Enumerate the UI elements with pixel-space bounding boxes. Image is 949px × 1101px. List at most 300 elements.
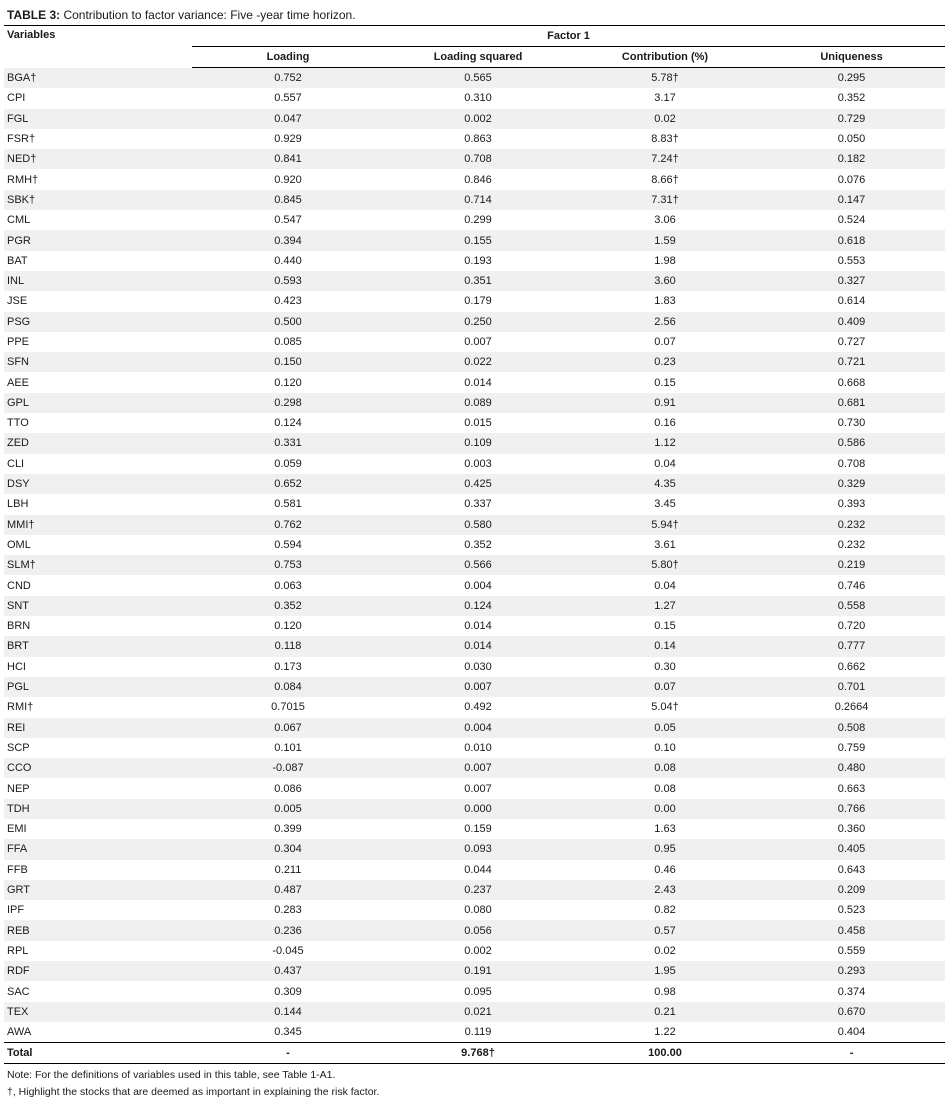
table-row (4, 109, 945, 129)
cell-contribution: 3.17 (572, 88, 758, 108)
table-row (4, 555, 945, 575)
cell-contribution: 3.06 (572, 210, 758, 230)
cell-variable: CML (4, 210, 192, 230)
cell-contribution: 0.16 (572, 413, 758, 433)
cell-contribution: 0.07 (572, 332, 758, 352)
cell-loading-squared: 0.014 (384, 372, 572, 392)
cell-contribution: 5.04† (572, 697, 758, 717)
cell-uniqueness: 0.720 (758, 616, 945, 636)
cell-loading: 0.581 (192, 494, 384, 514)
cell-loading: 0.236 (192, 920, 384, 940)
cell-uniqueness: 0.360 (758, 819, 945, 839)
cell-uniqueness: 0.352 (758, 88, 945, 108)
cell-contribution: 0.07 (572, 677, 758, 697)
cell-variable: TDH (4, 799, 192, 819)
cell-variable: CLI (4, 454, 192, 474)
cell-variable: TEX (4, 1002, 192, 1022)
cell-loading: 0.005 (192, 799, 384, 819)
cell-variable: CND (4, 575, 192, 595)
cell-contribution: 1.63 (572, 819, 758, 839)
cell-loading: 0.487 (192, 880, 384, 900)
cell-variable: FFB (4, 860, 192, 880)
cell-loading: 0.120 (192, 616, 384, 636)
cell-loading-squared: 0.237 (384, 880, 572, 900)
cell-loading: 0.086 (192, 778, 384, 798)
cell-loading-squared: 0.007 (384, 778, 572, 798)
cell-loading-squared: 0.425 (384, 474, 572, 494)
cell-loading-squared: 0.014 (384, 616, 572, 636)
cell-uniqueness: 0.219 (758, 555, 945, 575)
cell-loading-squared: 0.044 (384, 860, 572, 880)
cell-loading: 0.304 (192, 839, 384, 859)
table-row (4, 372, 945, 392)
cell-uniqueness: 0.746 (758, 575, 945, 595)
cell-loading-squared: 0.109 (384, 433, 572, 453)
table-row (4, 68, 945, 89)
cell-variable: SAC (4, 981, 192, 1001)
cell-loading-squared: 0.159 (384, 819, 572, 839)
cell-loading: 0.929 (192, 129, 384, 149)
cell-variable: NEP (4, 778, 192, 798)
cell-contribution: 0.05 (572, 718, 758, 738)
cell-contribution: 0.98 (572, 981, 758, 1001)
cell-loading-squared: 0.000 (384, 799, 572, 819)
cell-contribution: 1.27 (572, 596, 758, 616)
cell-contribution: 1.59 (572, 230, 758, 250)
cell-variable: BAT (4, 251, 192, 271)
cell-variable: LBH (4, 494, 192, 514)
cell-variable: PGL (4, 677, 192, 697)
cell-loading-squared: 0.863 (384, 129, 572, 149)
cell-loading: 0.437 (192, 961, 384, 981)
table-row (4, 454, 945, 474)
cell-uniqueness: 0.405 (758, 839, 945, 859)
cell-loading: 0.084 (192, 677, 384, 697)
table-row (4, 332, 945, 352)
cell-contribution: 0.15 (572, 372, 758, 392)
cell-contribution: 0.91 (572, 393, 758, 413)
table-row (4, 900, 945, 920)
cell-variable: CPI (4, 88, 192, 108)
cell-loading: 0.423 (192, 291, 384, 311)
cell-loading-squared: 0.004 (384, 718, 572, 738)
cell-uniqueness: 0.209 (758, 880, 945, 900)
table-row (4, 616, 945, 636)
table-row (4, 129, 945, 149)
header-row-group (4, 26, 945, 47)
cell-loading: 0.120 (192, 372, 384, 392)
table-note-definitions: Note: For the definitions of variables used in this table, see Table 1-A1. (7, 1069, 336, 1082)
cell-loading: 0.7015 (192, 697, 384, 717)
cell-loading-squared: 0.714 (384, 190, 572, 210)
cell-loading: 0.067 (192, 718, 384, 738)
cell-loading: 0.150 (192, 352, 384, 372)
table-caption-label: TABLE 3: (7, 8, 61, 22)
cell-uniqueness: 0.458 (758, 920, 945, 940)
table-row (4, 1002, 945, 1022)
table-row (4, 393, 945, 413)
header-loading-squared: Loading squared (384, 47, 572, 68)
table-row (4, 413, 945, 433)
cell-contribution: 7.24† (572, 149, 758, 169)
cell-uniqueness: 0.559 (758, 941, 945, 961)
cell-contribution: 1.12 (572, 433, 758, 453)
cell-contribution: 5.94† (572, 515, 758, 535)
table-body (4, 68, 945, 1064)
header-contribution: Contribution (%) (572, 47, 758, 68)
cell-contribution: 0.21 (572, 1002, 758, 1022)
cell-loading: 0.845 (192, 190, 384, 210)
cell-loading-squared: 0.080 (384, 900, 572, 920)
table-row (4, 535, 945, 555)
cell-loading: 0.557 (192, 88, 384, 108)
total-cell-contribution: 100.00 (572, 1043, 758, 1064)
cell-uniqueness: 0.730 (758, 413, 945, 433)
cell-loading: 0.085 (192, 332, 384, 352)
cell-loading-squared: 0.022 (384, 352, 572, 372)
cell-variable: AEE (4, 372, 192, 392)
cell-loading: 0.309 (192, 981, 384, 1001)
cell-variable: ZED (4, 433, 192, 453)
cell-uniqueness: 0.232 (758, 515, 945, 535)
cell-loading: 0.059 (192, 454, 384, 474)
cell-loading: 0.345 (192, 1022, 384, 1043)
header-uniqueness: Uniqueness (758, 47, 945, 68)
cell-contribution: 0.04 (572, 575, 758, 595)
cell-contribution: 3.60 (572, 271, 758, 291)
cell-contribution: 3.45 (572, 494, 758, 514)
cell-loading-squared: 0.007 (384, 758, 572, 778)
cell-loading-squared: 0.004 (384, 575, 572, 595)
cell-variable: NED† (4, 149, 192, 169)
cell-variable: RDF (4, 961, 192, 981)
cell-loading: 0.762 (192, 515, 384, 535)
cell-contribution: 2.56 (572, 312, 758, 332)
cell-loading-squared: 0.002 (384, 941, 572, 961)
cell-loading-squared: 0.010 (384, 738, 572, 758)
cell-loading-squared: 0.846 (384, 169, 572, 189)
cell-variable: SBK† (4, 190, 192, 210)
cell-uniqueness: 0.050 (758, 129, 945, 149)
total-cell-loading: - (192, 1043, 384, 1064)
cell-uniqueness: 0.508 (758, 718, 945, 738)
cell-loading-squared: 0.002 (384, 109, 572, 129)
cell-variable: FGL (4, 109, 192, 129)
cell-loading-squared: 0.056 (384, 920, 572, 940)
table-row (4, 169, 945, 189)
table-row (4, 230, 945, 250)
table-row (4, 920, 945, 940)
cell-loading: 0.440 (192, 251, 384, 271)
table-total-row (4, 1043, 945, 1064)
cell-loading: 0.124 (192, 413, 384, 433)
cell-variable: BRN (4, 616, 192, 636)
cell-loading-squared: 0.310 (384, 88, 572, 108)
table-row (4, 941, 945, 961)
cell-contribution: 8.66† (572, 169, 758, 189)
cell-variable: GRT (4, 880, 192, 900)
table-row (4, 778, 945, 798)
cell-loading: 0.144 (192, 1002, 384, 1022)
table-row (4, 718, 945, 738)
cell-loading: -0.045 (192, 941, 384, 961)
cell-contribution: 8.83† (572, 129, 758, 149)
cell-loading-squared: 0.492 (384, 697, 572, 717)
table-row (4, 312, 945, 332)
table-row (4, 575, 945, 595)
cell-uniqueness: 0.374 (758, 981, 945, 1001)
cell-loading: 0.594 (192, 535, 384, 555)
cell-uniqueness: 0.480 (758, 758, 945, 778)
cell-contribution: 0.02 (572, 109, 758, 129)
cell-variable: PGR (4, 230, 192, 250)
cell-variable: RPL (4, 941, 192, 961)
cell-uniqueness: 0.766 (758, 799, 945, 819)
cell-uniqueness: 0.614 (758, 291, 945, 311)
table-row (4, 352, 945, 372)
cell-variable: GPL (4, 393, 192, 413)
cell-contribution: 7.31† (572, 190, 758, 210)
table-row (4, 677, 945, 697)
cell-uniqueness: 0.668 (758, 372, 945, 392)
cell-variable: SLM† (4, 555, 192, 575)
cell-contribution: 0.95 (572, 839, 758, 859)
cell-uniqueness: 0.643 (758, 860, 945, 880)
cell-loading: 0.547 (192, 210, 384, 230)
cell-uniqueness: 0.147 (758, 190, 945, 210)
cell-uniqueness: 0.2664 (758, 697, 945, 717)
table-row (4, 819, 945, 839)
cell-contribution: 1.83 (572, 291, 758, 311)
cell-uniqueness: 0.523 (758, 900, 945, 920)
cell-loading-squared: 0.193 (384, 251, 572, 271)
cell-contribution: 0.10 (572, 738, 758, 758)
cell-loading-squared: 0.093 (384, 839, 572, 859)
cell-uniqueness: 0.759 (758, 738, 945, 758)
cell-variable: BGA† (4, 68, 192, 89)
table-row (4, 494, 945, 514)
cell-uniqueness: 0.404 (758, 1022, 945, 1043)
cell-loading: 0.331 (192, 433, 384, 453)
cell-contribution: 0.08 (572, 758, 758, 778)
total-cell-loading-squared: 9.768† (384, 1043, 572, 1064)
cell-loading: 0.063 (192, 575, 384, 595)
cell-loading: 0.298 (192, 393, 384, 413)
cell-contribution: 2.43 (572, 880, 758, 900)
table-note-dagger: †, Highlight the stocks that are deemed as important in explaining the risk factor. (7, 1086, 380, 1099)
cell-loading: -0.087 (192, 758, 384, 778)
table-row (4, 251, 945, 271)
cell-variable: FSR† (4, 129, 192, 149)
cell-uniqueness: 0.727 (758, 332, 945, 352)
cell-variable: IPF (4, 900, 192, 920)
cell-loading-squared: 0.015 (384, 413, 572, 433)
cell-contribution: 1.95 (572, 961, 758, 981)
cell-loading-squared: 0.580 (384, 515, 572, 535)
cell-loading-squared: 0.124 (384, 596, 572, 616)
cell-contribution: 0.23 (572, 352, 758, 372)
cell-variable: PPE (4, 332, 192, 352)
cell-uniqueness: 0.670 (758, 1002, 945, 1022)
cell-loading-squared: 0.007 (384, 677, 572, 697)
cell-uniqueness: 0.295 (758, 68, 945, 89)
cell-loading: 0.593 (192, 271, 384, 291)
cell-loading-squared: 0.014 (384, 636, 572, 656)
header-variables: Variables (7, 29, 56, 41)
cell-loading: 0.352 (192, 596, 384, 616)
cell-loading: 0.752 (192, 68, 384, 89)
table-row (4, 1022, 945, 1043)
cell-loading: 0.753 (192, 555, 384, 575)
cell-contribution: 0.14 (572, 636, 758, 656)
cell-loading: 0.920 (192, 169, 384, 189)
cell-variable: PSG (4, 312, 192, 332)
table-row (4, 636, 945, 656)
table-caption (4, 8, 945, 25)
cell-loading: 0.118 (192, 636, 384, 656)
table-row (4, 697, 945, 717)
cell-uniqueness: 0.729 (758, 109, 945, 129)
cell-uniqueness: 0.293 (758, 961, 945, 981)
table-row (4, 515, 945, 535)
cell-uniqueness: 0.327 (758, 271, 945, 291)
cell-variable: INL (4, 271, 192, 291)
cell-variable: MMI† (4, 515, 192, 535)
cell-loading-squared: 0.030 (384, 657, 572, 677)
table-row (4, 190, 945, 210)
cell-loading: 0.652 (192, 474, 384, 494)
cell-variable: SNT (4, 596, 192, 616)
header-loading: Loading (192, 47, 384, 68)
table-row (4, 596, 945, 616)
cell-loading-squared: 0.351 (384, 271, 572, 291)
cell-contribution: 4.35 (572, 474, 758, 494)
cell-loading-squared: 0.179 (384, 291, 572, 311)
cell-uniqueness: 0.409 (758, 312, 945, 332)
cell-loading: 0.399 (192, 819, 384, 839)
cell-contribution: 0.15 (572, 616, 758, 636)
cell-variable: FFA (4, 839, 192, 859)
cell-contribution: 1.22 (572, 1022, 758, 1043)
cell-loading-squared: 0.337 (384, 494, 572, 514)
factor-variance-table (4, 26, 945, 1064)
total-cell-uniqueness: - (758, 1043, 945, 1064)
table-row (4, 291, 945, 311)
cell-variable: AWA (4, 1022, 192, 1043)
cell-variable: REB (4, 920, 192, 940)
cell-loading-squared: 0.708 (384, 149, 572, 169)
table-row (4, 657, 945, 677)
cell-variable: JSE (4, 291, 192, 311)
cell-loading-squared: 0.007 (384, 332, 572, 352)
cell-contribution: 0.00 (572, 799, 758, 819)
table-row (4, 860, 945, 880)
cell-loading-squared: 0.250 (384, 312, 572, 332)
cell-contribution: 0.82 (572, 900, 758, 920)
cell-uniqueness: 0.076 (758, 169, 945, 189)
cell-variable: DSY (4, 474, 192, 494)
cell-variable: OML (4, 535, 192, 555)
cell-loading-squared: 0.155 (384, 230, 572, 250)
cell-loading-squared: 0.089 (384, 393, 572, 413)
cell-uniqueness: 0.524 (758, 210, 945, 230)
cell-loading-squared: 0.021 (384, 1002, 572, 1022)
table-row (4, 738, 945, 758)
cell-contribution: 5.78† (572, 68, 758, 89)
table-row (4, 149, 945, 169)
cell-uniqueness: 0.662 (758, 657, 945, 677)
cell-contribution: 3.61 (572, 535, 758, 555)
cell-loading-squared: 0.119 (384, 1022, 572, 1043)
cell-contribution: 0.30 (572, 657, 758, 677)
cell-uniqueness: 0.182 (758, 149, 945, 169)
cell-uniqueness: 0.681 (758, 393, 945, 413)
cell-contribution: 0.46 (572, 860, 758, 880)
cell-loading-squared: 0.565 (384, 68, 572, 89)
cell-contribution: 0.57 (572, 920, 758, 940)
document-page (4, 0, 945, 1101)
cell-uniqueness: 0.721 (758, 352, 945, 372)
cell-loading: 0.394 (192, 230, 384, 250)
cell-variable: BRT (4, 636, 192, 656)
cell-variable: RMH† (4, 169, 192, 189)
table-row (4, 210, 945, 230)
cell-uniqueness: 0.701 (758, 677, 945, 697)
cell-contribution: 5.80† (572, 555, 758, 575)
cell-variable: HCI (4, 657, 192, 677)
cell-loading: 0.500 (192, 312, 384, 332)
cell-variable: CCO (4, 758, 192, 778)
cell-uniqueness: 0.663 (758, 778, 945, 798)
table-row (4, 981, 945, 1001)
header-factor: Factor 1 (192, 26, 945, 47)
table-row (4, 880, 945, 900)
cell-variable: SCP (4, 738, 192, 758)
cell-variable: TTO (4, 413, 192, 433)
cell-loading: 0.283 (192, 900, 384, 920)
table-row (4, 758, 945, 778)
cell-loading-squared: 0.191 (384, 961, 572, 981)
table-caption-text: Contribution to factor variance: Five -year time horizon. (60, 8, 356, 22)
table-row (4, 839, 945, 859)
cell-uniqueness: 0.232 (758, 535, 945, 555)
cell-uniqueness: 0.708 (758, 454, 945, 474)
cell-loading-squared: 0.095 (384, 981, 572, 1001)
cell-uniqueness: 0.329 (758, 474, 945, 494)
table-row (4, 961, 945, 981)
cell-contribution: 1.98 (572, 251, 758, 271)
cell-contribution: 0.04 (572, 454, 758, 474)
cell-variable: RMI† (4, 697, 192, 717)
table-row (4, 88, 945, 108)
cell-uniqueness: 0.558 (758, 596, 945, 616)
cell-loading: 0.841 (192, 149, 384, 169)
cell-loading: 0.101 (192, 738, 384, 758)
cell-loading-squared: 0.299 (384, 210, 572, 230)
table-row (4, 271, 945, 291)
cell-contribution: 0.02 (572, 941, 758, 961)
cell-variable: EMI (4, 819, 192, 839)
table-row (4, 433, 945, 453)
cell-loading-squared: 0.352 (384, 535, 572, 555)
table-row (4, 799, 945, 819)
total-cell-variable: Total (4, 1043, 192, 1064)
cell-loading: 0.047 (192, 109, 384, 129)
cell-loading: 0.211 (192, 860, 384, 880)
cell-loading-squared: 0.566 (384, 555, 572, 575)
cell-uniqueness: 0.553 (758, 251, 945, 271)
cell-uniqueness: 0.393 (758, 494, 945, 514)
